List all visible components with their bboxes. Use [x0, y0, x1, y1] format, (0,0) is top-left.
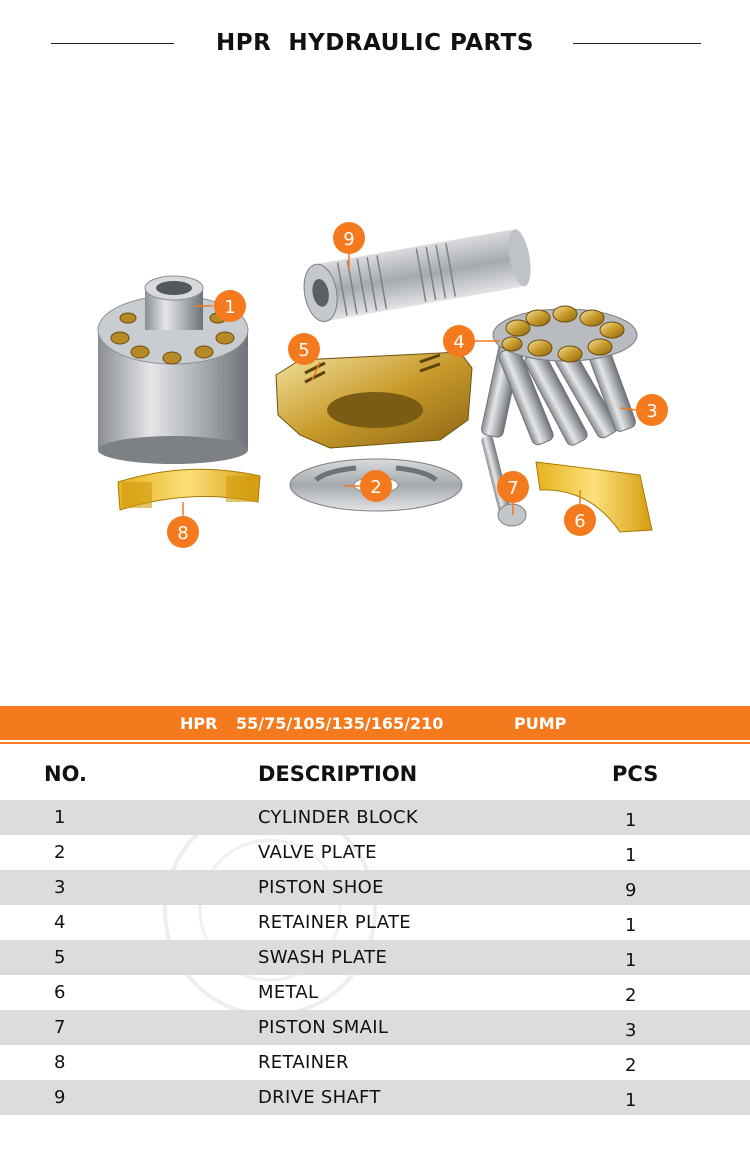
row-description: PISTON SMAIL	[258, 1017, 389, 1038]
row-description: DRIVE SHAFT	[258, 1087, 381, 1108]
header-rule-right	[573, 43, 701, 44]
row-description: RETAINER	[258, 1052, 349, 1073]
callout-badge-8	[167, 516, 199, 548]
row-pcs: 1	[625, 845, 637, 866]
row-no: 3	[54, 877, 66, 898]
column-header-description: DESCRIPTION	[258, 762, 418, 786]
callout-badge-9	[333, 222, 365, 254]
row-pcs: 1	[625, 1090, 637, 1111]
table-row	[0, 835, 750, 870]
callout-badge-3	[636, 394, 668, 426]
retainer-part	[118, 469, 260, 510]
svg-text:3: 3	[646, 401, 658, 422]
swash-plate-part	[276, 352, 472, 448]
callout-badge-7	[497, 471, 529, 503]
svg-text:5: 5	[298, 340, 310, 361]
svg-text:6: 6	[574, 511, 586, 532]
table-row	[0, 1080, 750, 1115]
row-pcs: 1	[625, 810, 637, 831]
svg-text:1: 1	[224, 297, 236, 318]
page-title: HPR HYDRAULIC PARTS	[216, 30, 534, 56]
callout-badge-1	[214, 290, 246, 322]
row-no: 5	[54, 947, 66, 968]
table-row	[0, 870, 750, 905]
svg-text:8: 8	[177, 523, 189, 544]
callout-badge-4	[443, 325, 475, 357]
callout-badge-6	[564, 504, 596, 536]
table-row	[0, 1010, 750, 1045]
callout-badge-2	[360, 470, 392, 502]
row-description: PISTON SHOE	[258, 877, 384, 898]
model-banner	[0, 706, 750, 740]
row-description: VALVE PLATE	[258, 842, 377, 863]
row-pcs: 1	[625, 915, 637, 936]
row-pcs: 2	[625, 985, 637, 1006]
row-pcs: 2	[625, 1055, 637, 1076]
banner-sizes: 55/75/105/135/165/210	[236, 714, 444, 733]
table-row	[0, 905, 750, 940]
row-description: CYLINDER BLOCK	[258, 807, 418, 828]
banner-model: HPR	[180, 714, 218, 733]
svg-text:9: 9	[343, 229, 355, 250]
row-no: 2	[54, 842, 66, 863]
row-no: 7	[54, 1017, 66, 1038]
banner-underline	[0, 742, 750, 744]
column-header-pcs: PCS	[612, 762, 659, 786]
row-description: METAL	[258, 982, 319, 1003]
row-pcs: 9	[625, 880, 637, 901]
row-no: 8	[54, 1052, 66, 1073]
row-description: SWASH PLATE	[258, 947, 388, 968]
row-no: 1	[54, 807, 66, 828]
row-no: 9	[54, 1087, 66, 1108]
table-row	[0, 975, 750, 1010]
row-description: RETAINER PLATE	[258, 912, 411, 933]
banner-type: PUMP	[514, 714, 567, 733]
piston-assembly-part	[480, 306, 637, 447]
column-header-no: NO.	[44, 762, 87, 786]
svg-text:2: 2	[370, 477, 382, 498]
table-row	[0, 1045, 750, 1080]
page-header	[0, 0, 750, 90]
callout-badge-5	[288, 333, 320, 365]
row-pcs: 1	[625, 950, 637, 971]
table-row	[0, 800, 750, 835]
table-row	[0, 940, 750, 975]
row-no: 4	[54, 912, 66, 933]
row-pcs: 3	[625, 1020, 637, 1041]
svg-text:4: 4	[453, 332, 465, 353]
parts-illustration	[0, 90, 750, 690]
svg-text:7: 7	[507, 478, 519, 499]
table-header	[0, 750, 750, 800]
row-no: 6	[54, 982, 66, 1003]
